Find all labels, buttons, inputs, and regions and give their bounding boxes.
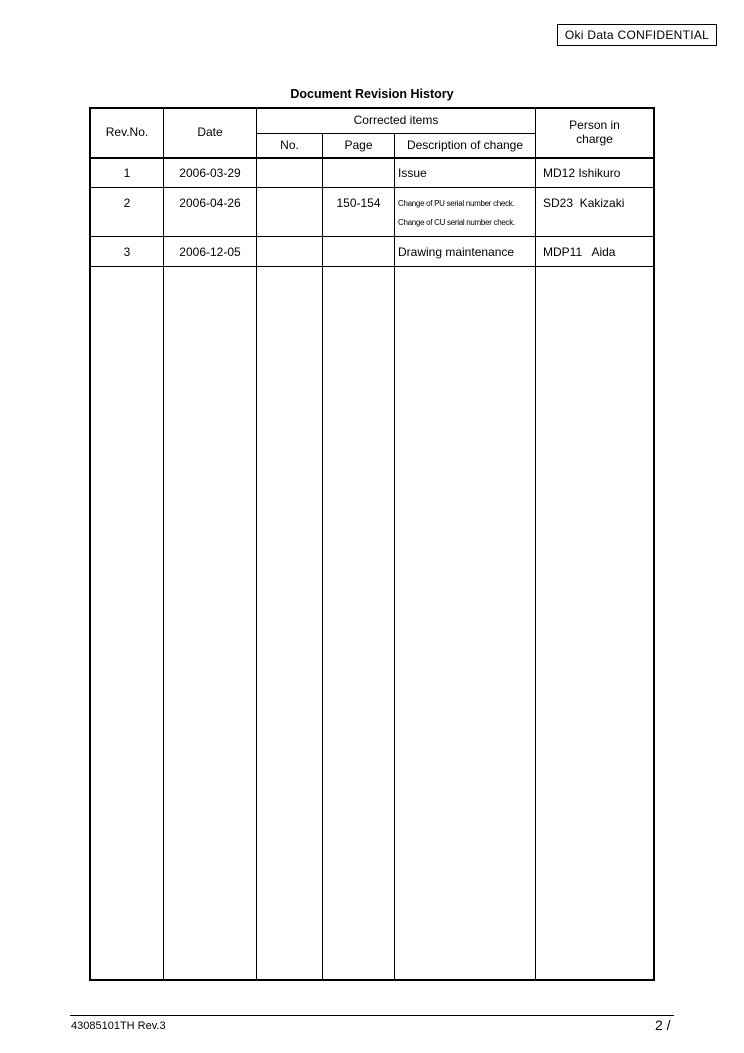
header-person-line2: charge [576,132,613,146]
row1-person: MD12 Ishikuro [543,166,621,180]
header-description: Description of change [406,138,524,152]
row1-description: Issue [398,166,427,180]
footer-page-number: 2 / [655,1017,671,1033]
row2-description-line1: Change of PU serial number check. [398,199,515,208]
header-corrected-items: Corrected items [353,113,439,127]
revision-history-table [89,107,655,981]
row3-person: MDP11 Aida [543,245,616,259]
row1-rev: 1 [123,166,131,180]
column-divider [163,109,164,979]
row3-rev: 3 [123,245,131,259]
row3-date: 2006-12-05 [179,245,241,259]
row2-person: SD23 Kakizaki [543,196,625,210]
footer-doc-code: 43085101TH Rev.3 [71,1020,166,1032]
header-no: No. [280,138,299,152]
row2-page: 150-154 [336,196,381,210]
column-divider [256,109,257,979]
header-person-in-charge [536,118,653,146]
row-divider [91,187,653,188]
row2-description-line2: Change of CU serial number check. [398,218,515,227]
header-rev-no: Rev.No. [105,125,149,139]
row-divider [256,133,535,134]
row3-description: Drawing maintenance [398,245,515,259]
footer-rule [70,1015,674,1016]
row2-rev: 2 [123,196,131,210]
column-divider [394,133,395,979]
header-date: Date [197,125,223,139]
column-divider [535,109,536,979]
row-divider [91,236,653,237]
header-person-line1: Person in [569,118,620,132]
row2-date: 2006-04-26 [179,196,241,210]
column-divider [322,133,323,979]
row1-date: 2006-03-29 [179,166,241,180]
header-page: Page [344,138,373,152]
row-divider [91,266,653,267]
document-title: Document Revision History [290,87,454,101]
header-divider [91,157,653,159]
confidential-badge: Oki Data CONFIDENTIAL [557,24,717,46]
